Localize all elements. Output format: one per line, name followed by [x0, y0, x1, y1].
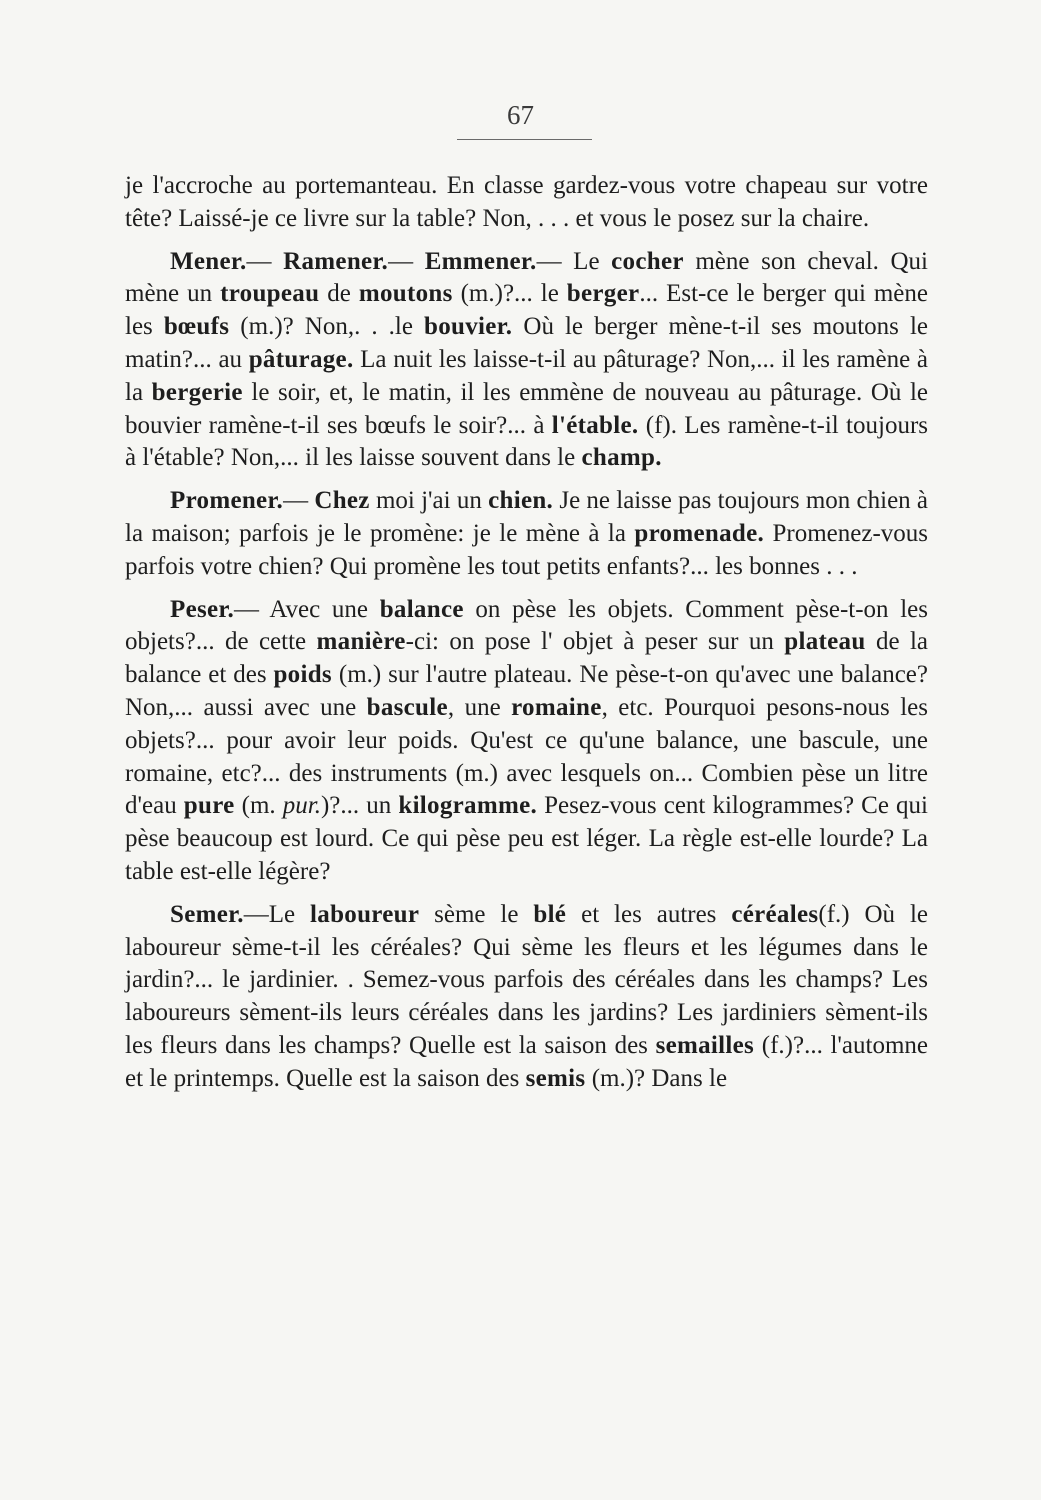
bold-term: romaine [511, 693, 602, 721]
bold-term: manière [316, 628, 406, 656]
bold-term: bouvier. [424, 313, 513, 341]
text-run: on pèse les objets. Comment pèse-t-on les objets?... de cette [125, 595, 929, 656]
bold-term: pure [183, 792, 235, 820]
bold-term: céréales [731, 900, 819, 928]
text-run: (m.)?... le [452, 280, 567, 308]
bold-term: Promener. [170, 487, 284, 515]
text-run: (m. [234, 792, 283, 820]
bold-term: troupeau [220, 280, 320, 308]
text-run: (m.) sur l'autre plateau. Ne pèse-t-on qu'avec une balance? Non,... aussi avec une [125, 661, 928, 721]
text-run: , etc. Pourquoi pesons-nous les objets?... pour avoir leur poids. Qu'est ce qu'une balance, une bascule, une romaine, etc?... des instruments (m.) avec lesquels on... Combien pèse un litre d'eau [125, 693, 928, 820]
bold-term: promenade. [634, 519, 765, 547]
text-run: moi j'ai un [369, 487, 489, 515]
text-run: — [388, 247, 425, 275]
text-run: (m.)? Non,. . .le [229, 313, 425, 341]
text-run: Promenez-vous parfois votre chien? Qui promène les tout petits enfants?... les bonnes . . . [125, 519, 928, 580]
text-run: -ci: on pose l' objet à peser sur un [405, 628, 785, 656]
text-run: sème le [419, 900, 534, 928]
bold-term: Mener. [170, 247, 247, 275]
body-text [125, 170, 928, 1106]
text-run: (f.)?... l'automne et le printemps. Quelle est la saison des [125, 1031, 929, 1092]
italic-text: pur. [282, 792, 321, 820]
bold-term: champ. [581, 444, 662, 472]
bold-term: berger [566, 280, 640, 308]
paragraph-peser [125, 594, 928, 889]
paragraph-intro [125, 170, 928, 236]
bold-term: bergerie [151, 378, 243, 406]
page-number: 67 [507, 100, 534, 130]
bold-term: pâturage. [248, 345, 354, 373]
text-run: Où le berger mène-t-il ses moutons le matin?... au [125, 313, 928, 373]
text-run: — Le [536, 247, 612, 275]
text-run: Je ne laisse pas toujours mon chien à la maison; parfois je le promène: je le mène à la [125, 487, 929, 547]
bold-term: poids [273, 661, 332, 689]
text-run: (f). Les ramène-t-il toujours à l'étable? Non,... il les laisse souvent dans le [125, 411, 929, 472]
text-run: et les autres [566, 900, 732, 928]
paragraph-promener [125, 485, 928, 583]
bold-term: laboureur [310, 900, 420, 928]
text-run: (m.)? Dans le [585, 1064, 728, 1092]
text-run: La nuit les laisse-t-il au pâturage? Non,... il les ramène à la [125, 345, 928, 406]
text-run: le soir, et, le matin, il les emmène de nouveau au pâturage. Où le bouvier ramène-t-il ses bœufs le soir?... à [125, 378, 928, 439]
paragraph-mener [125, 246, 928, 476]
bold-term: semailles [655, 1031, 755, 1059]
bold-term: chien. [488, 487, 554, 515]
text-run: — [246, 247, 284, 275]
bold-term: Chez [314, 487, 370, 515]
paragraph-semer [125, 899, 928, 1096]
text-run: de [319, 280, 359, 308]
bold-term: semis [525, 1064, 586, 1092]
bold-term: bœufs [163, 313, 230, 341]
text-run: mène son cheval. Qui mène un [125, 247, 929, 308]
text-run: ... Est-ce le berger qui mène les [125, 280, 928, 341]
text-run: — [283, 487, 315, 515]
bold-term: kilogramme. [398, 792, 538, 820]
bold-term: plateau [784, 628, 866, 656]
text-run: (f.) Où le laboureur sème-t-il les céréales? Qui sème les fleurs et les légumes dans le jardin?... le jardinier. . Semez-vous parfois des céréales dans les champs? Les laboureurs sèment-ils leurs céréales dans les jardins? Les jardiniers sèment-ils les fleurs dans les champs? Quelle est la saison des [125, 900, 928, 1059]
text-run: )?... un [320, 792, 399, 820]
text-run: , une [447, 693, 512, 721]
text-run: — Avec une [234, 595, 380, 623]
bold-term: balance [379, 595, 464, 623]
bold-term: moutons [358, 280, 453, 308]
text-run: je l'accroche au portemanteau. En classe gardez-vous votre chapeau sur votre tête? Laissé-je ce livre sur la table? Non, . . . et vous le posez sur la chaire. [125, 172, 928, 232]
bold-term: Ramener. [283, 247, 389, 275]
bold-term: Semer. [170, 900, 244, 928]
text-run: de la balance et des [125, 628, 928, 689]
bold-term: cocher [611, 247, 684, 275]
text-run: Pesez-vous cent kilogrammes? Ce qui pèse beaucoup est lourd. Ce qui pèse peu est léger. La règle est-elle lourde? La table est-elle légère? [125, 792, 928, 885]
bold-term: bascule [366, 693, 448, 721]
bold-term: Emmener. [424, 247, 537, 275]
text-run: —Le [243, 900, 311, 928]
header-rule [457, 139, 592, 140]
bold-term: blé [533, 900, 567, 928]
bold-term: Peser. [170, 595, 235, 623]
bold-term: l'étable. [551, 411, 639, 439]
